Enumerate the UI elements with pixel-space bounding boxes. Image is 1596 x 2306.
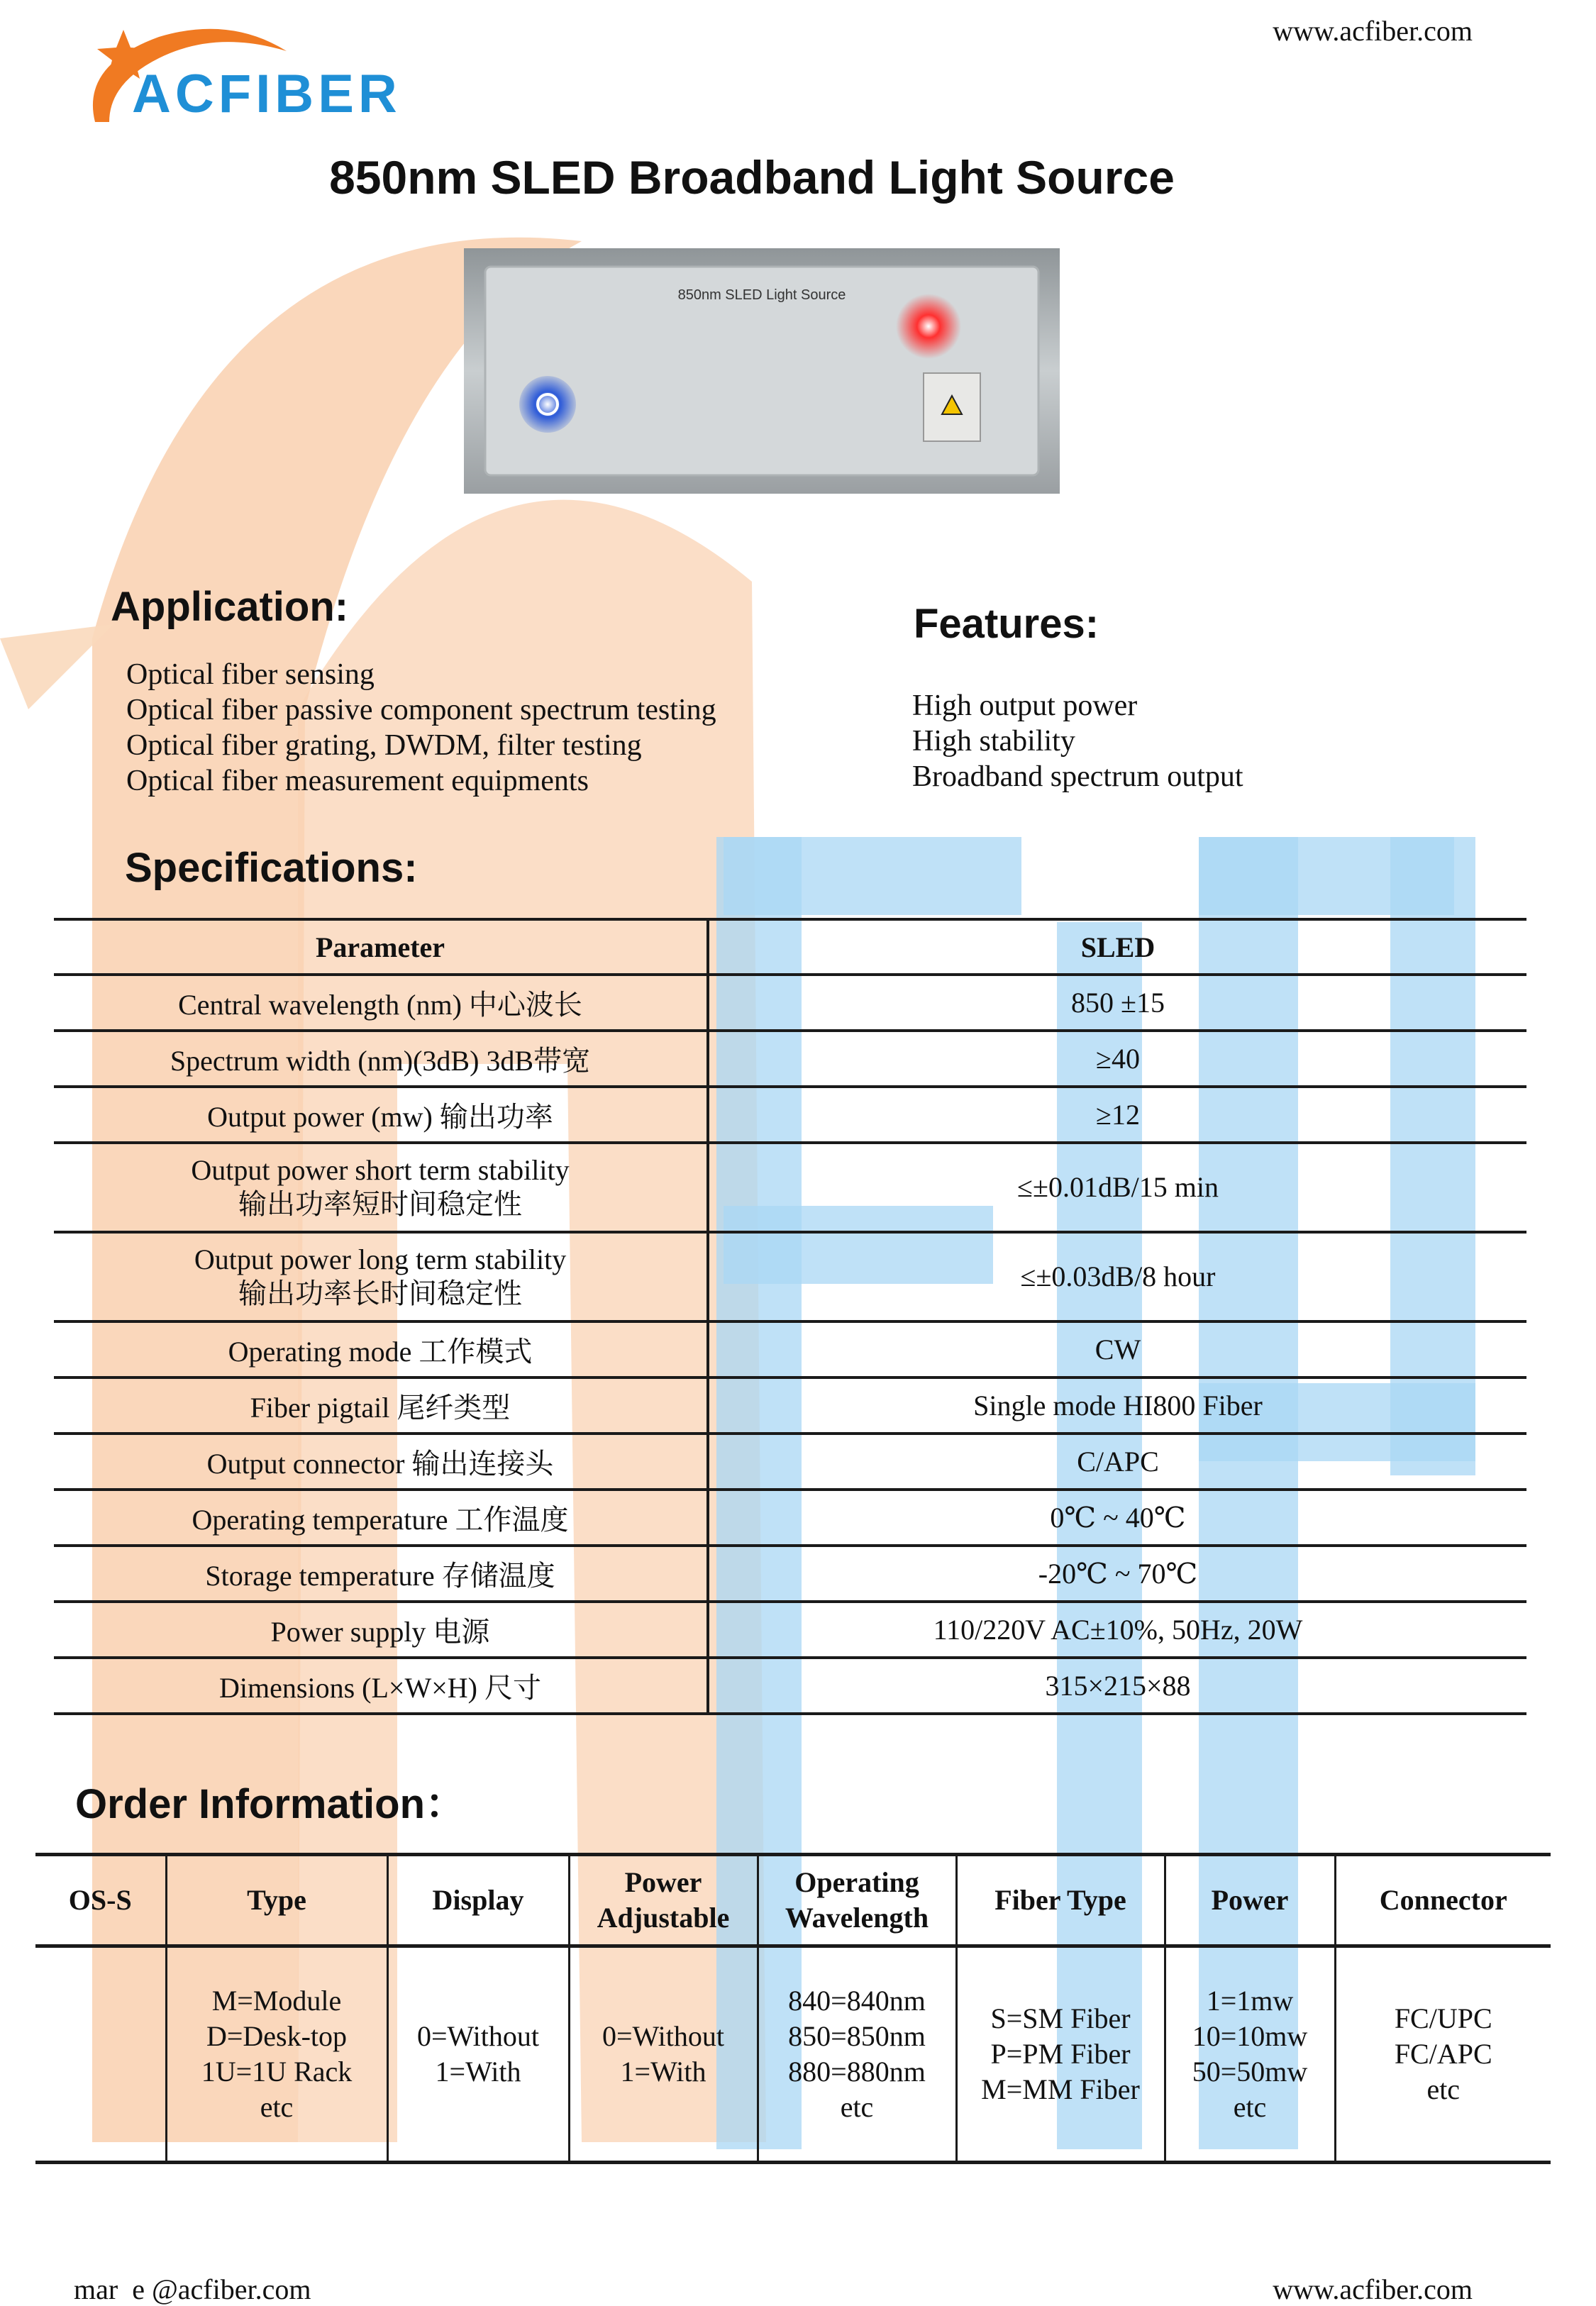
application-heading: Application: xyxy=(111,584,349,630)
column-header: OS-S xyxy=(35,1855,166,1946)
list-item: Optical fiber passive component spectrum testing xyxy=(126,694,716,726)
parameter-cell: Storage temperature 存储温度 xyxy=(54,1546,708,1602)
table-row xyxy=(54,1658,1526,1714)
table-row xyxy=(54,1143,1526,1232)
parameter-cell: Output power long term stability 输出功率长时间稳定性 xyxy=(54,1232,708,1321)
value-cell: CW xyxy=(708,1321,1526,1377)
features-heading: Features: xyxy=(914,601,1099,647)
column-header: SLED xyxy=(708,919,1526,975)
value-cell: 110/220V AC±10%, 50Hz, 20W xyxy=(708,1602,1526,1658)
parameter-cell: Output connector 输出连接头 xyxy=(54,1434,708,1490)
list-item: Optical fiber grating, DWDM, filter testing xyxy=(126,729,642,762)
column-header: Parameter xyxy=(54,919,708,975)
column-header: Fiber Type xyxy=(956,1855,1165,1946)
value-cell: Single mode HI800 Fiber xyxy=(708,1377,1526,1434)
parameter-cell: Dimensions (L×W×H) 尺寸 xyxy=(54,1658,708,1714)
specifications-table xyxy=(54,918,1526,1715)
order-cell: 840=840nm 850=850nm 880=880nm etc xyxy=(758,1946,956,2163)
footer-website: www.acfiber.com xyxy=(1273,2273,1473,2305)
table-row xyxy=(54,1232,1526,1321)
value-cell: -20℃ ~ 70℃ xyxy=(708,1546,1526,1602)
column-header: Power Adjustable xyxy=(569,1855,758,1946)
list-item: High stability xyxy=(912,725,1075,758)
value-cell: 315×215×88 xyxy=(708,1658,1526,1714)
table-row xyxy=(54,1031,1526,1087)
features-list xyxy=(912,688,1243,794)
table-row xyxy=(54,975,1526,1031)
panel-label: 850nm SLED Light Source xyxy=(677,287,846,303)
acfiber-logo xyxy=(74,16,443,129)
parameter-cell: Spectrum width (nm)(3dB) 3dB带宽 xyxy=(54,1031,708,1087)
application-list xyxy=(126,657,716,799)
logo-text: ACFIBER xyxy=(132,64,401,124)
column-header: Type xyxy=(166,1855,387,1946)
table-row xyxy=(54,1377,1526,1434)
header-website: www.acfiber.com xyxy=(1273,15,1473,47)
parameter-cell: Operating mode 工作模式 xyxy=(54,1321,708,1377)
table-row xyxy=(54,1490,1526,1546)
parameter-cell: Power supply 电源 xyxy=(54,1602,708,1658)
value-cell: 0℃ ~ 40℃ xyxy=(708,1490,1526,1546)
product-photo xyxy=(464,248,1060,494)
table-header-row xyxy=(54,919,1526,975)
order-cell: 0=Without 1=With xyxy=(387,1946,569,2163)
order-information-table xyxy=(35,1853,1551,2164)
order-cell: 0=Without 1=With xyxy=(569,1946,758,2163)
power-button-icon xyxy=(519,376,576,433)
order-information-heading: Order Information： xyxy=(75,1781,467,1827)
table-row xyxy=(54,1546,1526,1602)
list-item: Optical fiber measurement equipments xyxy=(126,765,589,797)
value-cell: C/APC xyxy=(708,1434,1526,1490)
table-header-row xyxy=(35,1855,1551,1946)
parameter-cell: Operating temperature 工作温度 xyxy=(54,1490,708,1546)
value-cell: 850 ±15 xyxy=(708,975,1526,1031)
value-cell: ≤±0.03dB/8 hour xyxy=(708,1232,1526,1321)
table-row xyxy=(54,1434,1526,1490)
value-cell: ≤±0.01dB/15 min xyxy=(708,1143,1526,1232)
column-header: Power xyxy=(1165,1855,1335,1946)
order-cell: S=SM Fiber P=PM Fiber M=MM Fiber xyxy=(956,1946,1165,2163)
footer-email: mar e @acfiber.com xyxy=(74,2273,311,2305)
parameter-cell: Central wavelength (nm) 中心波长 xyxy=(54,975,708,1031)
table-row xyxy=(54,1602,1526,1658)
column-header: Operating Wavelength xyxy=(758,1855,956,1946)
value-cell: ≥40 xyxy=(708,1031,1526,1087)
order-cell xyxy=(35,1946,166,2163)
order-cell: 1=1mw 10=10mw 50=50mw etc xyxy=(1165,1946,1335,2163)
table-row xyxy=(54,1087,1526,1143)
column-header: Display xyxy=(387,1855,569,1946)
indicator-light-icon xyxy=(896,294,961,359)
list-item: High output power xyxy=(912,689,1138,722)
parameter-cell: Output power short term stability 输出功率短时间稳定性 xyxy=(54,1143,708,1232)
list-item: Broadband spectrum output xyxy=(912,760,1243,793)
specifications-heading: Specifications: xyxy=(125,845,418,891)
order-cell: FC/UPC FC/APC etc xyxy=(1335,1946,1551,2163)
table-row xyxy=(35,1946,1551,2163)
table-row xyxy=(54,1321,1526,1377)
column-header: Connector xyxy=(1335,1855,1551,1946)
value-cell: ≥12 xyxy=(708,1087,1526,1143)
list-item: Optical fiber sensing xyxy=(126,658,375,691)
page-title: 850nm SLED Broadband Light Source xyxy=(329,151,1175,204)
parameter-cell: Output power (mw) 输出功率 xyxy=(54,1087,708,1143)
order-cell: M=Module D=Desk-top 1U=1U Rack etc xyxy=(166,1946,387,2163)
parameter-cell: Fiber pigtail 尾纤类型 xyxy=(54,1377,708,1434)
